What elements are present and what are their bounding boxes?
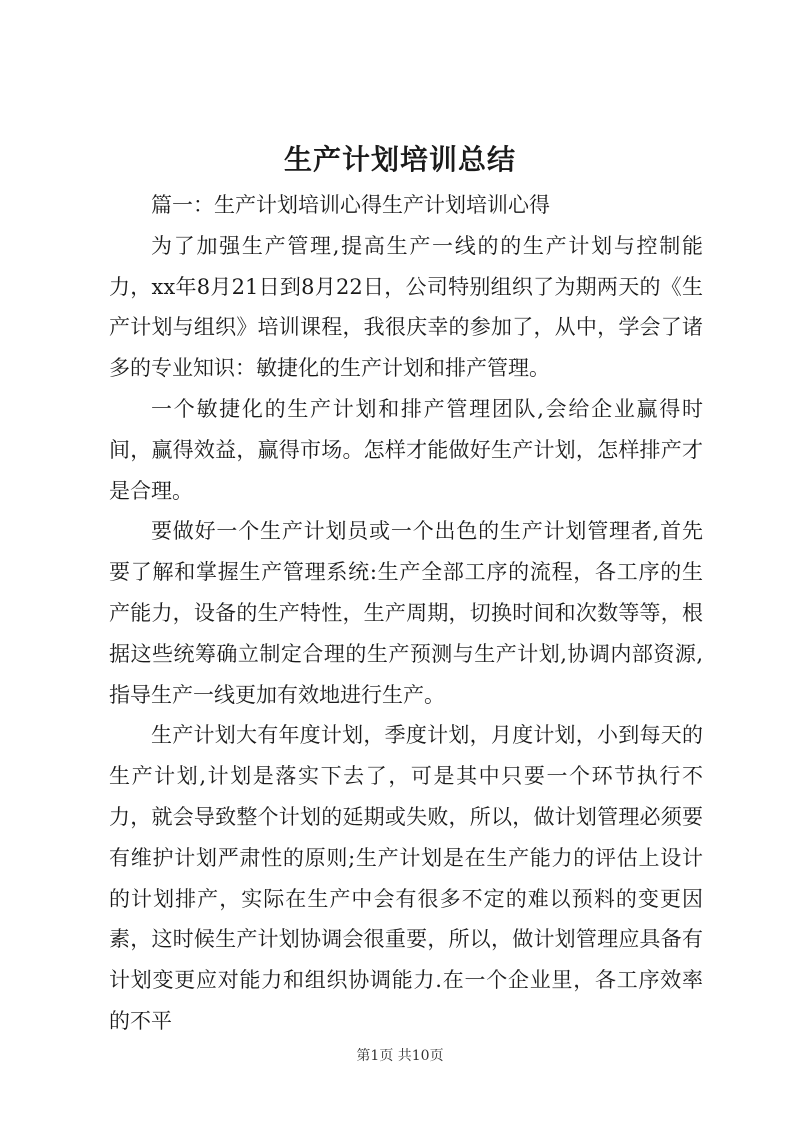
document-body [109, 185, 703, 1042]
paragraph-1: 篇一：生产计划培训心得生产计划培训心得 [151, 193, 550, 217]
paragraph-2: 为了加强生产管理,提高生产一线的的生产计划与控制能力，xx年8月21日到8月22日，公司特别组织了为期两天的《生产计划与组织》培训课程，我很庆幸的参加了，从中，学会了诸多的专业知识：敏捷化的生产计划和排产管理。 [109, 233, 703, 381]
paragraph-5: 生产计划大有年度计划，季度计划，月度计划，小到每天的生产计划,计划是落实下去了，可是其中只要一个环节执行不力，就会导致整个计划的延期或失败，所以，做计划管理必须要有维护计划严肃性的原则;生产计划是在生产能力的评估上设计的计划排产，实际在生产中会有很多不定的难以预料的变更因素，这时候生产计划协调会很重要，所以，做计划管理应具备有计划变更应对能力和组织协调能力.在一个企业里，各工序效率的不平 [109, 723, 703, 1033]
page-number-footer: 第1页 共10页 [356, 1048, 444, 1064]
paragraph-3: 一个敏捷化的生产计划和排产管理团队,会给企业赢得时间，赢得效益，赢得市场。怎样才能做好生产计划，怎样排产才是合理。 [109, 396, 703, 503]
document-title: 生产计划培训总结 [283, 143, 516, 176]
paragraph-4: 要做好一个生产计划员或一个出色的生产计划管理者,首先要了解和掌握生产管理系统:生产全部工序的流程，各工序的生产能力，设备的生产特性，生产周期，切换时间和次数等等，根据这些统筹确立制定合理的生产预测与生产计划,协调内部资源,指导生产一线更加有效地进行生产。 [109, 519, 703, 707]
